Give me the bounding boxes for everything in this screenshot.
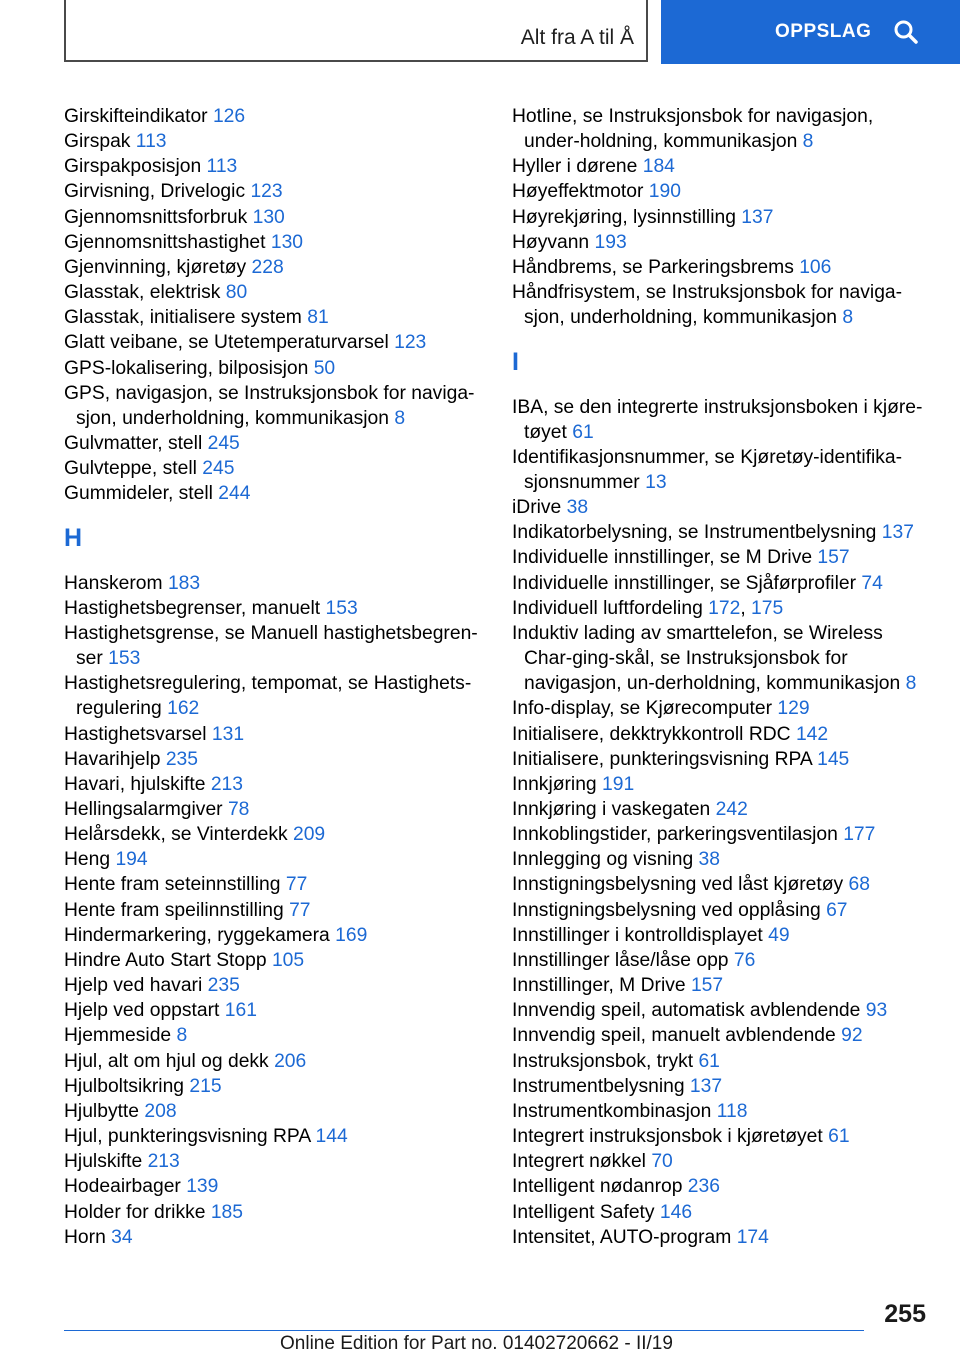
index-entry-term: Hotline, se Instruksjonsbok for navigasjon, under-holdning, kommunikasjon <box>512 106 874 153</box>
page-reference-link[interactable]: 49 <box>768 924 790 946</box>
index-entry-term: Individuelle innstillinger, se M Drive <box>512 547 818 569</box>
index-entry-term: Gjennomsnittshastighet <box>64 231 271 253</box>
page-reference-link[interactable]: 76 <box>733 949 756 971</box>
index-entry-term: Hyller i dørene <box>512 156 643 178</box>
page-reference-link[interactable]: 8 <box>802 131 814 153</box>
index-entry-term: Hellingsalarmgiver <box>64 799 228 820</box>
index-entry <box>512 772 932 797</box>
index-entry-term: Hente fram speilinnstilling <box>64 899 290 921</box>
page-reference-link[interactable]: 235 <box>165 748 198 770</box>
page-reference-link[interactable]: 126 <box>212 106 246 127</box>
index-entry <box>512 179 932 204</box>
page-reference-link[interactable]: 129 <box>777 698 810 720</box>
index-entry-term: Innstigningsbelysning ved låst kjøretøy <box>512 874 849 896</box>
page-reference-link[interactable]: 80 <box>225 282 248 304</box>
page-reference-link[interactable]: 245 <box>202 458 235 480</box>
index-column-right <box>512 104 932 1250</box>
index-entry-term: Hjulbytte <box>64 1100 145 1122</box>
page-reference-link[interactable]: 130 <box>252 206 285 228</box>
index-entry: Individuell luftfordeling 172, 175 <box>512 597 784 619</box>
index-entry-term: Gjennomsnittsforbruk <box>64 206 253 228</box>
page-reference-link[interactable]: 61 <box>828 1126 850 1148</box>
page-reference-link[interactable]: 190 <box>648 181 681 203</box>
page-reference-link[interactable]: 193 <box>594 231 627 253</box>
index-entry-term: Heng <box>64 849 116 871</box>
index-entry-term: Innkoblingstider, parkeringsventilasjon <box>512 824 844 846</box>
page-reference-link[interactable]: 130 <box>270 231 304 253</box>
index-entry <box>64 747 494 772</box>
page-reference-link[interactable]: 146 <box>659 1201 693 1223</box>
index-entry <box>64 381 494 431</box>
page-reference-link[interactable]: 142 <box>795 723 829 745</box>
index-entry-term: Horn <box>64 1226 112 1248</box>
page-reference-link[interactable]: 157 <box>817 547 850 569</box>
index-entry <box>512 205 932 230</box>
index-entry <box>512 822 932 847</box>
index-entry-term: Helårsdekk, se Vinterdekk <box>64 824 293 846</box>
page-reference-link[interactable]: 209 <box>292 824 326 846</box>
page-reference-link[interactable]: 34 <box>111 1226 133 1248</box>
page-reference-link[interactable]: 77 <box>289 899 311 921</box>
index-entry <box>64 797 494 822</box>
index-entry <box>512 104 932 154</box>
index-entry <box>512 747 932 772</box>
page-reference-link[interactable]: 8 <box>176 1025 188 1047</box>
index-entry <box>64 998 494 1023</box>
index-entry <box>64 230 494 255</box>
index-entry <box>64 154 494 179</box>
index-entry <box>512 495 932 520</box>
index-entry-term: Innstigningsbelysning ved opplåsing <box>512 899 827 921</box>
index-entry <box>64 481 494 506</box>
index-entry-term: Integrert nøkkel <box>512 1151 652 1173</box>
index-entry-term: Girvisning, Drivelogic <box>64 181 251 203</box>
index-entry <box>64 596 494 621</box>
index-entry-term: Håndbrems, se Parkeringsbrems <box>512 256 800 278</box>
footer-divider <box>64 1330 864 1331</box>
page-reference-link[interactable]: 77 <box>285 874 308 896</box>
index-entry <box>64 621 494 671</box>
page-reference-link[interactable]: 242 <box>715 799 748 820</box>
index-section-letter: H <box>64 524 83 552</box>
index-entry-term: Håndfrisystem, se Instruksjonsbok for naviga-sjon, underholdning, kommunikasjon <box>512 282 903 329</box>
page-reference-link[interactable]: 8 <box>842 307 854 329</box>
index-entry <box>512 1124 932 1149</box>
index-entry <box>64 205 494 230</box>
index-entry-term: Hjulskifte <box>64 1151 148 1173</box>
index-entry-term: Instrumentkombinasjon <box>512 1100 717 1122</box>
page-reference-link[interactable]: 157 <box>690 975 724 997</box>
index-entry-term: iDrive <box>512 497 567 519</box>
page-reference-link[interactable]: 191 <box>602 773 635 795</box>
index-entry-term: Hodeairbager <box>64 1176 187 1198</box>
index-entry <box>512 621 932 696</box>
index-entry <box>64 822 494 847</box>
index-entry-term: Hastighetsregulering, tempomat, se Hastighets-regulering <box>64 673 472 720</box>
page-reference-link[interactable]: 153 <box>325 597 358 619</box>
index-entry <box>512 1174 932 1199</box>
index-entry-term: Høyrekjøring, lysinnstilling <box>512 206 742 228</box>
index-entry <box>64 280 494 305</box>
page-reference-link[interactable]: 185 <box>210 1201 243 1223</box>
index-entry <box>512 280 932 330</box>
index-entry <box>64 330 494 355</box>
page-reference-link[interactable]: 78 <box>227 799 250 820</box>
index-entry-term: Innstillinger, M Drive <box>512 975 691 997</box>
page-reference-link[interactable]: 175 <box>751 597 784 619</box>
page-reference-link[interactable]: 208 <box>144 1100 177 1122</box>
index-entry <box>64 1174 494 1199</box>
index-entry-term: Glatt veibane, se Utetemperaturvarsel <box>64 332 395 354</box>
index-entry <box>512 255 932 280</box>
page-reference-link[interactable]: 8 <box>905 673 917 695</box>
index-entry <box>512 898 932 923</box>
index-entry <box>512 395 932 445</box>
index-entry-term: Hjul, punkteringsvisning RPA <box>64 1126 316 1148</box>
index-entry <box>64 305 494 330</box>
index-entry <box>512 545 932 570</box>
index-entry <box>512 230 932 255</box>
index-entry <box>512 1225 932 1250</box>
index-entry-term: Hastighetsbegrenser, manuelt <box>64 597 326 619</box>
index-entry <box>512 1023 932 1048</box>
index-section-letter: I <box>512 347 519 376</box>
page-reference-link[interactable]: 113 <box>135 131 167 153</box>
index-entry <box>512 1049 932 1074</box>
index-entry-term: Gulvteppe, stell <box>64 458 203 480</box>
index-entry <box>512 1149 932 1174</box>
page-reference-link[interactable]: 81 <box>307 307 329 329</box>
index-entry-term: Girspak <box>64 131 136 153</box>
index-entry-term: Glasstak, elektrisk <box>64 282 226 304</box>
index-entry <box>64 1049 494 1074</box>
page-reference-link[interactable]: 8 <box>394 407 406 429</box>
page-reference-link[interactable]: 244 <box>218 483 251 505</box>
page-reference-link[interactable]: 70 <box>651 1151 673 1173</box>
page-reference-link[interactable]: 206 <box>274 1050 307 1072</box>
index-entry-term: Instruksjonsbok, trykt <box>512 1050 699 1072</box>
page-number: 255 <box>884 1300 926 1328</box>
index-entry-term: Girskifteindikator <box>64 106 213 127</box>
index-entry-term: Instrumentbelysning <box>512 1075 690 1097</box>
index-entry <box>64 948 494 973</box>
index-entry <box>64 356 494 381</box>
index-entry-term: GPS, navigasjon, se Instruksjonsbok for naviga-sjon, underholdning, kommunikasjon <box>64 382 475 429</box>
index-entry-term: Initialisere, dekktrykkontroll RDC <box>512 723 796 745</box>
index-entry <box>512 1200 932 1225</box>
index-entry-term: Intensitet, AUTO-program <box>512 1226 737 1248</box>
index-entry <box>64 973 494 998</box>
page-reference-link[interactable]: 92 <box>841 1025 863 1047</box>
index-entry <box>512 1099 932 1124</box>
index-entry <box>64 1225 494 1250</box>
index-entry-term: Hindre Auto Start Stopp <box>64 949 272 971</box>
index-entry-term: Initialisere, punkteringsvisning RPA <box>512 748 818 770</box>
page-reference-link[interactable]: 137 <box>689 1075 723 1097</box>
index-entry <box>64 671 494 721</box>
index-entry-term: Individuelle innstillinger, se Sjåførprofiler <box>512 572 862 594</box>
index-entry-term: Individuell luftfordeling <box>512 597 709 619</box>
index-entry-term: Integrert instruksjonsbok i kjøretøyet <box>512 1126 829 1148</box>
index-entry <box>64 722 494 747</box>
index-entry-term: Innstillinger låse/låse opp <box>512 949 734 971</box>
index-entry <box>512 797 932 822</box>
index-entry <box>512 722 932 747</box>
index-entry-term: Hjul, alt om hjul og dekk <box>64 1050 275 1072</box>
section-title-tab[interactable] <box>64 0 648 62</box>
page-reference-link[interactable]: 215 <box>189 1075 222 1097</box>
index-entry <box>512 923 932 948</box>
index-entry <box>64 104 494 129</box>
index-entry-term: Hjelp ved havari <box>64 975 208 997</box>
index-entry-term: Høyeffektmotor <box>512 181 649 203</box>
page-reference-link[interactable]: 118 <box>716 1100 748 1122</box>
page-reference-link[interactable]: 13 <box>645 471 667 493</box>
page-reference-link[interactable]: 137 <box>881 522 914 544</box>
page-reference-link[interactable]: 236 <box>687 1176 720 1198</box>
page-reference-link[interactable]: 169 <box>335 924 368 946</box>
page-reference-link[interactable]: 174 <box>736 1226 769 1248</box>
index-entry-term: Innkjøring <box>512 773 603 795</box>
index-entry-term: IBA, se den integrerte instruksjonsboken i kjøre-tøyet <box>512 396 923 443</box>
index-entry-term: Innvendig speil, automatisk avblendende <box>512 1000 866 1022</box>
index-entry-term: Hastighetsvarsel <box>64 723 212 745</box>
page-reference-link[interactable]: 106 <box>799 256 832 278</box>
index-entry-term: Gulvmatter, stell <box>64 433 208 455</box>
index-entry <box>64 1023 494 1048</box>
index-entry <box>512 1074 932 1099</box>
page-reference-link[interactable]: 184 <box>642 156 675 178</box>
page-reference-link[interactable]: 137 <box>741 206 774 228</box>
index-entry-term: Hastighetsgrense, se Manuell hastighetsbegren-ser <box>64 622 478 670</box>
index-entry <box>512 872 932 897</box>
page-reference-link[interactable]: 183 <box>167 572 201 594</box>
index-entry <box>64 179 494 204</box>
index-entry-term: Innstillinger i kontrolldisplayet <box>512 924 769 946</box>
index-entry-term: Hindermarkering, ryggekamera <box>64 924 336 946</box>
page-reference-link[interactable]: 113 <box>206 156 238 178</box>
index-entry <box>64 772 494 797</box>
page-reference-link[interactable]: 145 <box>817 748 850 770</box>
index-entry <box>64 898 494 923</box>
page-reference-link[interactable]: 153 <box>108 648 141 670</box>
index-entry <box>512 571 932 596</box>
page-reference-link[interactable]: 38 <box>566 497 589 519</box>
index-entry <box>64 1099 494 1124</box>
search-icon <box>893 19 919 45</box>
index-entry-term: Høyvann <box>512 231 595 253</box>
index-entry <box>512 998 932 1023</box>
index-entry <box>64 255 494 280</box>
index-entry-term: Hjulboltsikring <box>64 1075 190 1097</box>
page-reference-link[interactable]: 68 <box>848 874 870 896</box>
index-entry <box>64 1149 494 1174</box>
index-entry <box>64 129 494 154</box>
page-reference-link[interactable]: 144 <box>315 1126 348 1148</box>
page-reference-link[interactable]: 61 <box>698 1050 720 1072</box>
index-entry-term: Hjelp ved oppstart <box>64 1000 225 1022</box>
index-entry <box>64 847 494 872</box>
index-entry-term: Havarihjelp <box>64 748 166 770</box>
index-entry <box>64 872 494 897</box>
index-entry <box>512 445 932 495</box>
page-reference-link[interactable]: 228 <box>251 256 284 278</box>
page-reference-link[interactable]: 67 <box>826 899 848 921</box>
index-entry-term: Glasstak, initialisere system <box>64 307 308 329</box>
index-entry <box>512 973 932 998</box>
page-reference-link[interactable]: 74 <box>861 572 883 594</box>
index-column-left <box>64 104 494 1250</box>
index-entry-term: Innvendig speil, manuelt avblendende <box>512 1025 842 1047</box>
page-reference-link[interactable]: 139 <box>186 1176 219 1198</box>
page-reference-link[interactable]: 61 <box>572 421 594 443</box>
page-reference-link[interactable]: 50 <box>313 357 336 379</box>
page-reference-link[interactable]: 123 <box>250 181 283 203</box>
index-entry <box>64 456 494 481</box>
index-entry-term: Hjemmeside <box>64 1025 177 1047</box>
index-entry-term: Hanskerom <box>64 572 168 594</box>
index-entry-term: Induktiv lading av smarttelefon, se Wireless Char-ging-skål, se Instruksjonsbok for navigasjon, un-derholdning, kommunikasjon <box>512 622 906 695</box>
page-reference-link[interactable]: 161 <box>224 1000 257 1022</box>
index-entry <box>512 847 932 872</box>
index-entry-term: Hente fram seteinnstilling <box>64 874 286 896</box>
index-entry <box>512 520 932 545</box>
page-reference-link[interactable]: 123 <box>394 332 427 354</box>
page-reference-link[interactable]: 213 <box>147 1151 180 1173</box>
index-entry-term: Info-display, se Kjørecomputer <box>512 698 778 720</box>
index-entry-term: Innlegging og visning <box>512 849 699 871</box>
index-entry <box>64 571 494 596</box>
index-entry-term: GPS-lokalisering, bilposisjon <box>64 357 314 379</box>
index-entry-term: Gummideler, stell <box>64 483 219 505</box>
index-entry <box>512 948 932 973</box>
index-entry <box>64 1074 494 1099</box>
page-reference-link[interactable]: 131 <box>211 723 245 745</box>
page-reference-link[interactable]: 194 <box>115 849 148 871</box>
index-entry <box>64 1124 494 1149</box>
page-reference-link[interactable]: 162 <box>167 698 200 720</box>
page-reference-link[interactable]: 245 <box>207 433 240 455</box>
index-entry <box>64 1200 494 1225</box>
section-title: Alt fra A til Å <box>520 26 634 49</box>
index-entry-term: Girspakposisjon <box>64 156 207 178</box>
index-entry-term: Havari, hjulskifte <box>64 773 211 795</box>
page-reference-link[interactable]: 177 <box>843 824 876 846</box>
index-entry-term: Gjenvinning, kjøretøy <box>64 256 252 278</box>
page-reference-link[interactable]: 105 <box>271 949 305 971</box>
page-reference-link[interactable]: 213 <box>210 773 243 795</box>
index-entry-term: Intelligent nødanrop <box>512 1176 688 1198</box>
page-reference-link[interactable]: 172 <box>708 597 741 619</box>
lookup-tab[interactable] <box>661 0 960 64</box>
page-reference-link[interactable]: 235 <box>207 975 240 997</box>
index-entry-term: Innkjøring i vaskegaten <box>512 799 716 820</box>
index-entry <box>64 923 494 948</box>
index-entry-term: Identifikasjonsnummer, se Kjøretøy-identifika-sjonsnummer <box>512 446 903 493</box>
index-entry <box>64 431 494 456</box>
page-reference-link[interactable]: 93 <box>865 1000 888 1022</box>
page-reference-link[interactable]: 38 <box>698 849 720 871</box>
lookup-label: OPPSLAG <box>775 21 872 42</box>
index-entry-term: Holder for drikke <box>64 1201 211 1223</box>
index-entry <box>512 154 932 179</box>
index-entry-term: Intelligent Safety <box>512 1201 660 1223</box>
index-entry <box>512 696 932 721</box>
footer-edition-text: Online Edition for Part no. 01402720662 - II/19 <box>280 1333 673 1354</box>
index-entry-term: Indikatorbelysning, se Instrumentbelysning <box>512 522 882 544</box>
